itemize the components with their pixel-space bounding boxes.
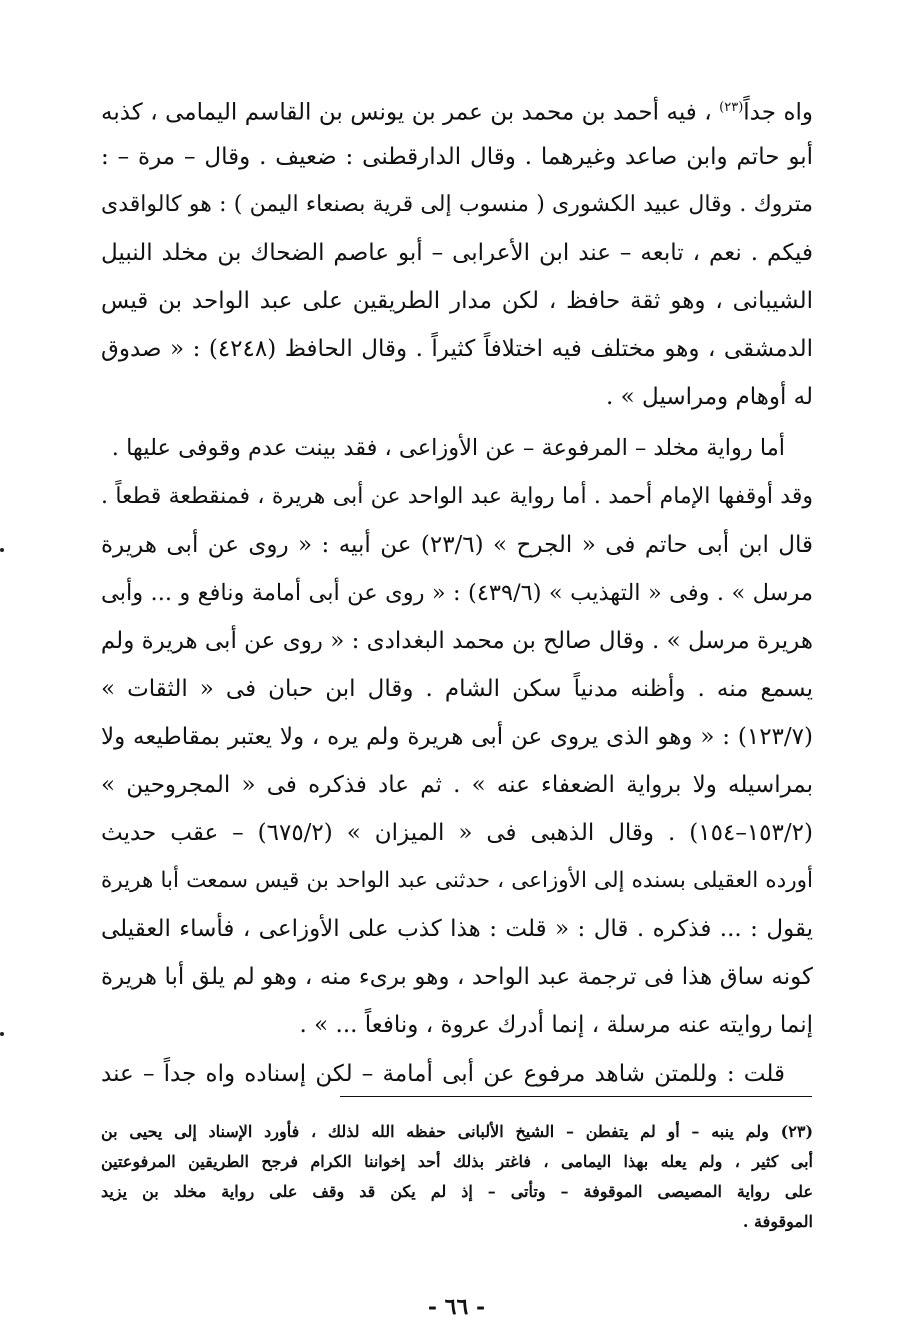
body-line: هريرة مرسل » . وقال صالح بن محمد البغدادى : « روى عن أبى هريرة ولم: [100, 628, 813, 654]
body-line: الشيبانى ، وهو ثقة حافظ ، لكن مدار الطريقين على عبد الواحد بن قيس: [101, 288, 813, 314]
body-line: يسمع منه . وأظنه مدنياً سكن الشام . وقال ابن حبان فى « الثقات »: [101, 676, 813, 702]
footnote-line: أبى كثير ، ولم يعله بهذا اليمامى ، فاغتر بذلك أحد إخواننا الكرام فرجح الطريقين المرفوعتين: [101, 1152, 813, 1171]
body-line: يقول : ... فذكره . قال : « قلت : هذا كذب على الأوزاعى ، فأساء العقيلى: [101, 916, 813, 942]
scan-mark: [0, 548, 4, 552]
body-line: فيكم . نعم ، تابعه – عند ابن الأعرابى – أبو عاصم الضحاك بن مخلد النبيل: [101, 240, 813, 266]
body-line: بمراسيله ولا برواية الضعفاء عنه » . ثم عاد فذكره فى « المجروحين »: [101, 772, 813, 798]
body-line: كونه ساق هذا فى ترجمة عبد الواحد ، وهو برىء منه ، وهو لم يلق أبا هريرة: [101, 964, 813, 990]
footnote-separator: [340, 1096, 812, 1097]
footnote-line: على رواية المصيصى الموقوفة – وتأتى – إذ لم يكن قد وقف على رواية مخلد بن يزيد: [101, 1182, 813, 1201]
body-line: الدمشقى ، وهو مختلف فيه اختلافاً كثيراً . وقال الحافظ (٤٢٤٨) : « صدوق: [101, 336, 813, 362]
body-line: إنما روايته عنه مرسلة ، إنما أدرك عروة ، ونافعاً ... » .: [299, 1012, 813, 1038]
body-line: قال ابن أبى حاتم فى « الجرح » (٢٣/٦) عن أبيه : « روى عن أبى هريرة: [101, 532, 813, 558]
line-rest: ، فيه أحمد بن محمد بن عمر بن يونس بن القاسم اليمامى ، كذبه: [101, 99, 720, 126]
footnote-reference[interactable]: (٢٣): [719, 100, 744, 115]
body-line: له أوهام ومراسيل » .: [606, 384, 813, 410]
scan-mark: [0, 1032, 4, 1036]
line-start: واه جداً: [743, 99, 813, 126]
body-line: (١٢٣/٧) : « وهو الذى يروى عن أبى هريرة ولم يره ، ولا يعتبر بمقاطيعه ولا: [101, 724, 813, 750]
footnote-line: (٢٣) ولم ينبه – أو لم يتفطن – الشيخ الألبانى حفظه الله لذلك ، فأورد الإسناد إلى يحيى بن: [101, 1122, 814, 1141]
body-line: (١٥٣/٢–١٥٤) . وقال الذهبى فى « الميزان » (٦٧٥/٢) – عقب حديث: [101, 820, 813, 846]
body-line: مرسل » . وفى « التهذيب » (٤٣٩/٦) : « روى عن أبى أمامة ونافع و ... وأبى: [101, 580, 814, 606]
body-line: أبو حاتم وابن صاعد وغيرهما . وقال الدارقطنى : ضعيف . وقال – مرة – :: [101, 144, 813, 170]
body-line: أورده العقيلى بسنده إلى الأوزاعى ، حدثنى عبد الواحد بن قيس سمعت أبا هريرة: [101, 868, 813, 893]
body-line: [101, 92, 813, 129]
page-number: - ٦٦ -: [427, 1294, 486, 1320]
footnote-line: الموقوفة .: [742, 1212, 813, 1231]
body-line: متروك . وقال عبيد الكشورى ( منسوب إلى قرية بصنعاء اليمن ) : هو كالواقدى: [101, 192, 813, 217]
body-line: أما رواية مخلد – المرفوعة – عن الأوزاعى ، فقد بينت عدم وقوفى عليها .: [111, 435, 785, 461]
body-line: قلت : وللمتن شاهد مرفوع عن أبى أمامة – لكن إسناده واه جداً – عند: [101, 1061, 785, 1087]
body-line: وقد أوقفها الإمام أحمد . أما رواية عبد الواحد عن أبى هريرة ، فمنقطعة قطعاً .: [101, 484, 813, 509]
